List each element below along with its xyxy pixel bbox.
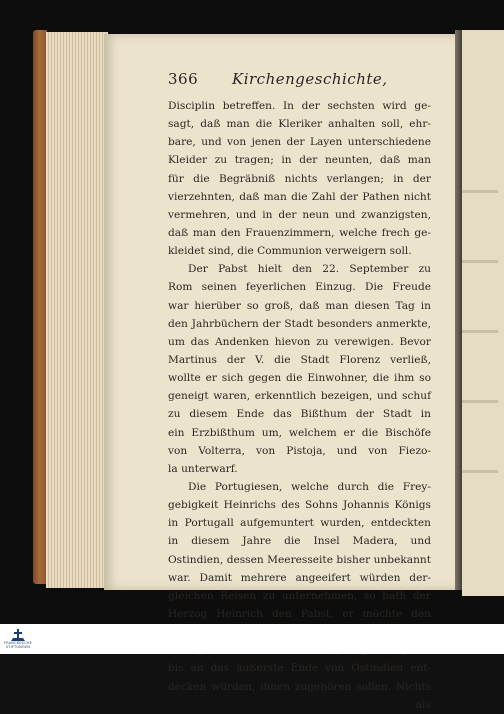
facing-text-fragment: [462, 400, 498, 403]
text-line: in diesem Jahre die Insel Madera, und: [168, 535, 431, 548]
text-line: um das Andenken hievon zu verewigen. Bevor: [168, 335, 431, 348]
text-line: Martinus der V. die Stadt Florenz verließ,: [168, 353, 431, 366]
running-header: [168, 70, 448, 92]
page-body: [168, 97, 431, 714]
text-line: den Jahrbüchern der Stadt besonders anmerkte,: [168, 317, 431, 330]
text-line: sagt, daß man die Kleriker anhalten soll, ehr-: [168, 118, 431, 131]
text-line: von Volterra, von Pistoja, und von Fiezo-: [168, 444, 431, 457]
text-line: gleichen Reisen zu unternehmen, so bath der: [168, 589, 431, 602]
text-line: für die Begräbniß nichts verlangen; in der: [168, 172, 431, 185]
text-line: Rom seinen feyerlichen Einzug. Die Freude: [168, 281, 431, 294]
facing-text-fragment: [462, 470, 498, 473]
viewer-footer: [0, 624, 504, 654]
text-line: Der Pabst hielt den 22. September zu: [188, 263, 431, 276]
text-line: decken würden, ihnen zugehören sollen. Nichts: [168, 680, 431, 693]
text-line: bare, und von jenen der Layen unterschiedene: [168, 136, 431, 149]
text-line: in Portugall aufgemuntert wurden, entdeckten: [168, 517, 431, 530]
running-title: Kirchengeschichte,: [232, 70, 388, 88]
catchword: als: [415, 698, 431, 711]
facing-page-edge: [462, 30, 504, 596]
text-line: gebigkeit Heinrichs des Sohns Johannis Königs: [168, 499, 431, 512]
page-number: 366: [168, 70, 199, 88]
text-line: war. Damit mehrere angeeifert würden der-: [168, 571, 431, 584]
text-line: geneigt waren, erkenntlich bezeigen, und schuf: [168, 390, 431, 403]
facing-text-fragment: [462, 190, 498, 193]
page-edges: [46, 32, 108, 588]
text-line: wollte er sich gegen die Einwohner, die ihm so: [168, 372, 431, 385]
text-line: Disciplin betreffen. In der sechsten wird ge-: [168, 100, 431, 112]
text-line: Die Portugiesen, welche durch die Frey-: [188, 480, 431, 493]
text-line: Ostindien, dessen Meeresseite bisher unbekannt: [168, 553, 431, 566]
book-cover-edge: [33, 30, 47, 584]
text-line: vierzehnten, daß man die Zahl der Pathen nicht: [168, 190, 431, 203]
facing-text-fragment: [462, 330, 498, 333]
text-line: ein Erzbißthum um, welchem er die Bischöfe: [168, 426, 431, 439]
text-line: zu diesem Ende das Bißthum der Stadt in: [168, 408, 431, 421]
logo-caption: FRANCKESCHE STIFTUNGEN: [4, 641, 32, 649]
text-line: bis an das äußerste Ende von Ostindien ent-: [168, 662, 431, 675]
facing-text-fragment: [462, 260, 498, 263]
text-line: Herzog Heinrich den Pabst, er möchte den: [168, 607, 431, 620]
text-line: war hierüber so groß, daß man diesen Tag in: [168, 299, 431, 312]
text-line: kleidet sind, die Communion verweigern soll.: [168, 245, 412, 258]
text-line: vermehren, und in der neun und zwanzigsten,: [168, 208, 431, 221]
text-line: Kleider zu tragen; in der neunten, daß man: [168, 154, 431, 167]
text-line: daß man den Frauenzimmern, welche frech ge-: [168, 226, 431, 239]
text-line: la unterwarf.: [168, 462, 238, 475]
